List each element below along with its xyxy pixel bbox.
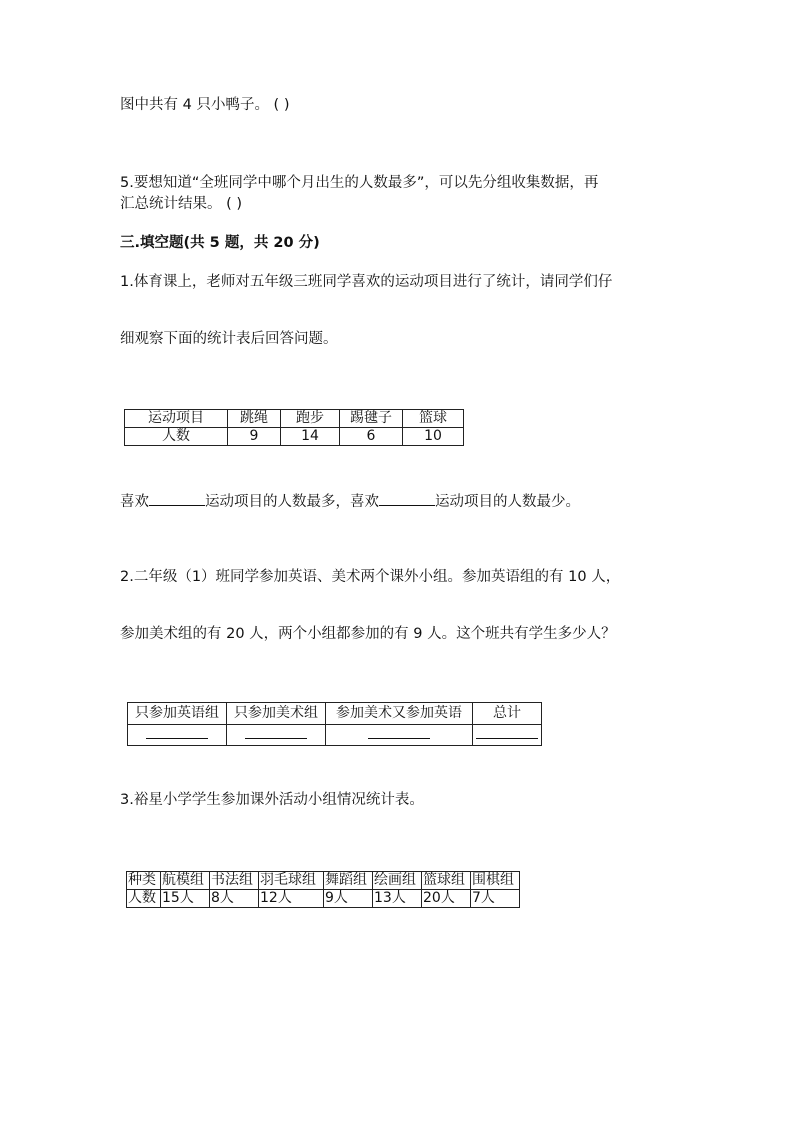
table-cell: 人数 [125, 428, 228, 446]
table-cell [128, 725, 227, 746]
table-cell: 羽毛球组 [259, 872, 324, 890]
table-cell [326, 725, 473, 746]
table-cell: 跑步 [281, 410, 340, 428]
table-cell: 7人 [471, 890, 520, 908]
q1-fill-line [120, 493, 580, 511]
table-cell: 围棋组 [471, 872, 520, 890]
q1-line1: 1.体育课上，老师对五年级三班同学喜欢的运动项目进行了统计，请同学们仔 [120, 274, 613, 290]
table-cell: 种类 [127, 872, 161, 890]
answer-blank[interactable] [379, 493, 435, 506]
table-cell: 篮球组 [422, 872, 471, 890]
answer-blank[interactable] [368, 726, 430, 739]
table-cell: 12人 [259, 890, 324, 908]
table-cell [227, 725, 326, 746]
section-title: 三.填空题(共 5 题，共 20 分) [120, 235, 320, 251]
group-table [127, 702, 542, 746]
table-cell: 踢毽子 [340, 410, 403, 428]
table-cell: 只参加美术组 [227, 703, 326, 725]
table-cell: 总计 [473, 703, 542, 725]
judge-item-5-line2: 汇总统计结果。 ( ) [120, 196, 243, 212]
table-cell: 书法组 [210, 872, 259, 890]
q2-line1: 2.二年级（1）班同学参加英语、美术两个课外小组。参加英语组的有 10 人， [120, 569, 621, 585]
table-cell: 人数 [127, 890, 161, 908]
table-cell: 绘画组 [373, 872, 422, 890]
table-cell: 14 [281, 428, 340, 446]
q1-line2: 细观察下面的统计表后回答问题。 [120, 331, 338, 347]
table-cell: 运动项目 [125, 410, 228, 428]
answer-blank[interactable] [149, 493, 205, 506]
q2-line2: 参加美术组的有 20 人，两个小组都参加的有 9 人。这个班共有学生多少人？ [120, 626, 616, 642]
table-cell: 航模组 [161, 872, 210, 890]
table-cell: 舞蹈组 [324, 872, 373, 890]
table-cell: 参加美术又参加英语 [326, 703, 473, 725]
q1-fill-text: 运动项目的人数最多，喜欢 [205, 494, 379, 510]
answer-blank[interactable] [476, 726, 538, 739]
table-cell: 15人 [161, 890, 210, 908]
table-cell: 只参加英语组 [128, 703, 227, 725]
table-cell: 跳绳 [228, 410, 281, 428]
answer-blank[interactable] [245, 726, 307, 739]
table-cell [473, 725, 542, 746]
judge-item-4: 图中共有 4 只小鸭子。 ( ) [120, 97, 290, 113]
q1-fill-text: 运动项目的人数最少。 [435, 494, 580, 510]
table-cell: 篮球 [403, 410, 464, 428]
table-cell: 6 [340, 428, 403, 446]
activity-table [126, 871, 520, 908]
answer-blank[interactable] [146, 726, 208, 739]
table-cell: 9 [228, 428, 281, 446]
table-cell: 8人 [210, 890, 259, 908]
judge-item-5-line1: 5.要想知道“全班同学中哪个月出生的人数最多”，可以先分组收集数据，再 [120, 175, 599, 191]
table-cell: 9人 [324, 890, 373, 908]
table-cell: 10 [403, 428, 464, 446]
table-cell: 20人 [422, 890, 471, 908]
q1-fill-text: 喜欢 [120, 494, 149, 510]
q3-line: 3.裕星小学学生参加课外活动小组情况统计表。 [120, 792, 424, 808]
sports-table [124, 409, 464, 446]
table-cell: 13人 [373, 890, 422, 908]
